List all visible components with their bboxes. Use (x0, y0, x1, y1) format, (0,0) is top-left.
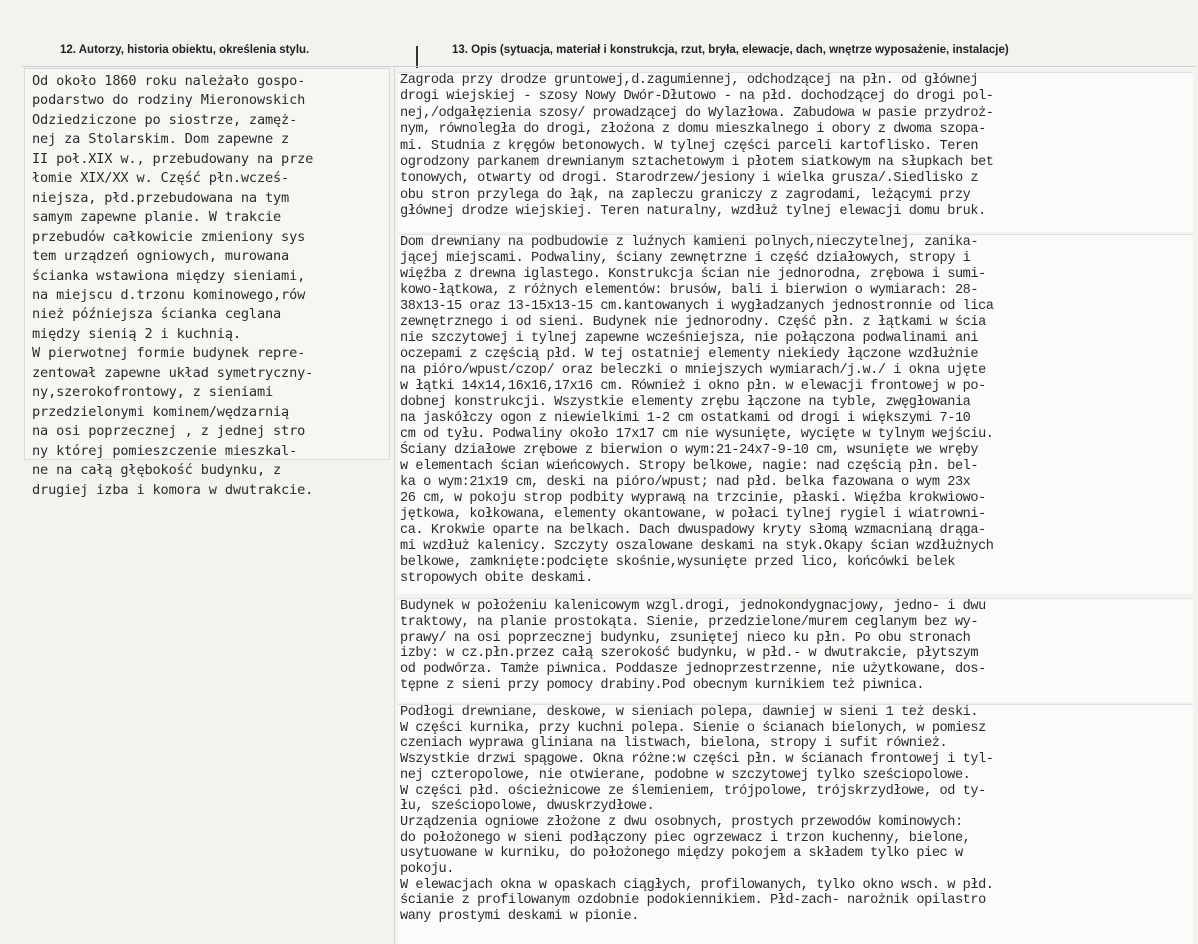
text-line: nym, równoległa do drogi, złożona z domu mieszkalnego i obory z dwoma szopa- (400, 122, 986, 138)
text-line: jętkowa, kołkowana, elementy okantowane, w połaci tylnej rygiel i wiatrowni- (400, 506, 986, 522)
paragraph-text (398, 235, 1193, 587)
text-line: oczepami z częścią płd. W tej ostatniej elementy niekiedy łączone wzdłużnie (400, 346, 979, 362)
text-line: kowo-łątkowa, z różnych elementów: brusów, bali i bierwion o wymiarach: 28- (400, 282, 979, 298)
history-text (32, 72, 392, 500)
text-line: Od około 1860 roku należało gospo- (32, 73, 306, 89)
text-line: mi. Studnia z kręgów betonowych. W tylnej części parceli kartoflisko. Teren (400, 138, 979, 154)
header-rule (22, 66, 1196, 67)
paragraph-text (398, 599, 1193, 694)
text-line: Urządzenia ogniowe złożone z dwu osobnych, prostych przewodów kominowych: (400, 814, 963, 830)
text-line: Podłogi drewniane, deskowe, w sieniach polepa, dawniej w sieni 1 też deski. (400, 705, 979, 720)
text-line: dobnej konstrukcji. Wszystkie elementy zrębu łączone na tyble, zwęgłowania (400, 394, 971, 410)
column-divider (394, 66, 395, 944)
text-line: nej za Stolarskim. Dom zapewne z (32, 131, 290, 148)
text-line: w elementach ścian wieńcowych. Stropy belkowe, nagie: nad częścią płn. bel- (400, 458, 979, 474)
text-line: W pierwotnej formie budynek repre- (32, 345, 306, 362)
text-line: W części kurnika, przy kuchni polepa. Sienie o ścianach bielonych, w pomiesz (400, 720, 986, 736)
text-line: tonowych, otwarty od drogi. Starodrzew/jesiony i wielka grusza/.Siedlisko z (400, 171, 979, 187)
text-line: pokoju. (400, 862, 454, 878)
text-line: na osi poprzecznej , z jednej stro (32, 423, 306, 440)
text-line: ny,szerokofrontowy, z sieniami (32, 384, 274, 401)
text-line: belkowe, zamknięte:podcięte skośnie,wysunięte przed lico, końcówki belek (400, 554, 955, 570)
text-line: usytuowane w kurniku, do położonego między pokojem a składem tylko piec w (400, 846, 963, 862)
section-13-header: 13. Opis (sytuacja, materiał i konstrukcja, rzut, bryła, elewacje, dach, wnętrze wyposażenie, instalacje) (452, 44, 1009, 56)
text-line: tem urządzeń ogniowych, murowana (32, 248, 290, 265)
section-12-header: 12. Autorzy, historia obiektu, określenia stylu. (60, 44, 310, 56)
description-paragraph-interior (398, 704, 1193, 944)
text-line: przebudów całkowicie zmieniony sys (32, 228, 306, 245)
text-line: 38x13-15 oraz 13-15x13-15 cm.kantowanych i wygładzanych jednostronnie od lica (400, 298, 994, 314)
text-line: nie szczytowej i tylnej zapewne wcześniejsza, nie połączona podwalinami ani (400, 330, 979, 346)
text-line: cm od tyłu. Podwaliny około 17x17 cm nie wysunięte, wycięte w tylnym wejściu. (400, 426, 994, 442)
text-line: obu stron przylega do łąk, na zapleczu graniczy z zagrodami, leżącymi przy (400, 187, 971, 203)
text-line: ścianie z profilowanym ozdobnie podokiennikiem. Płd-zach- narożnik opilastro (400, 893, 986, 909)
description-paragraph-site (398, 72, 1193, 232)
text-line: nej czteropolowe, nie otwierane, podobne w szczytowej tylko sześciopolowe. (400, 767, 971, 783)
text-line: czeniach wyprawa gliniana na listwach, bielona, stropy i sufit również. (400, 736, 948, 752)
text-line: na pióro/wpust/czop/ oraz beleczki o mniejszych wymiarach/j.w./ i okna ujęte (400, 362, 986, 378)
text-line: II poł.XIX w., przebudowany na prze (32, 150, 314, 167)
text-line: do położonego w sieni podłączony piec ogrzewacz i trzon kuchenny, bielone, (400, 830, 971, 846)
text-line: Wszystkie drzwi spągowe. Okna różne:w części płn. w ścianach frontowej i tyl- (400, 752, 994, 768)
text-line: między sienią 2 i kuchnią. (32, 325, 241, 342)
text-line: prawy/ na osi poprzecznej budynku, zsuniętej nieco ku płn. Po obu stronach (400, 630, 971, 646)
text-line: niejsza, płd.przebudowana na tym (32, 189, 290, 206)
text-line: nej,/odgałęzienia szosy/ prowadzącej do Wylazłowa. Zabudowa w pasie przydroż- (400, 105, 994, 121)
text-line: łu, sześciopolowe, dwuskrzydłowe. (400, 799, 655, 815)
text-line: ny której pomieszczenie mieszkal- (32, 442, 298, 459)
paragraph-text (398, 705, 1193, 925)
text-line: jącej miejscami. Podwaliny, ściany zewnętrzne i część działowych, stropy i (400, 250, 971, 266)
text-line: od podwórza. Tamże piwnica. Poddasze jednoprzestrzenne, nie użytkowane, dos- (400, 662, 986, 678)
text-line: Zagroda przy drodze gruntowej,d.zagumiennej, odchodzącej na płn. od głównej (400, 73, 979, 88)
paragraph-text (398, 73, 1193, 221)
text-line: na jaskółczy ogon z niewielkimi 1-2 cm ostatkami od drogi i większymi 7-10 (400, 410, 971, 426)
description-paragraph-layout (398, 598, 1193, 702)
text-line: nież późniejsza ścianka ceglana (32, 306, 282, 323)
text-line: W części płd. ościeżnicowe ze ślemieniem, trójpolowe, trójskrzydłowe, od ty- (400, 783, 986, 799)
text-line: ścianka wstawiona między sieniami, (32, 267, 306, 284)
text-line: ne na całą głębokość budynku, z (32, 462, 282, 479)
text-line: izby: w cz.płn.przez całą szerokość budynku, w płd.- w dwutrakcie, płytszym (400, 646, 979, 662)
text-line: Odziedziczone po siostrze, zamęż- (32, 111, 298, 128)
text-line: wany prostymi deskami w pionie. (400, 909, 639, 925)
text-line: traktowy, na planie prostokąta. Sienie, przedzielone/murem ceglanym bez wy- (400, 614, 979, 630)
text-line: zentował zapewne układ symetryczny- (32, 364, 314, 381)
text-line: ka o wym:21x19 cm, deski na pióro/wpust; nad płd. belka fazowana o wym 23x (400, 474, 971, 490)
text-line: Budynek w położeniu kalenicowym wzgl.drogi, jednokondygnacjowy, jedno- i dwu (400, 599, 986, 614)
text-line: przedzielonymi kominem/wędzarnią (32, 403, 290, 420)
text-line: W elewacjach okna w opaskach ciągłych, profilowanych, tylko okno wsch. w płd. (400, 877, 994, 893)
text-line: ca. Krokwie oparte na belkach. Dach dwuspadowy kryty słomą wzmacnianą drąga- (400, 522, 986, 538)
text-line: Ściany działowe zrębowe z bierwion o wym:21-24x7-9-10 cm, wsunięte we wręby (400, 442, 979, 458)
text-line: w łątki 14x14,16x16,17x16 cm. Również i okno płn. w elewacji frontowej w po- (400, 378, 986, 394)
text-line: mi wzdłuż kalenicy. Szczyty oszalowane deskami na styk.Okapy ścian wzdłużnych (400, 538, 994, 554)
text-line: głównej drodze wiejskiej. Teren naturalny, wzdłuż tylnej elewacji domu bruk. (400, 204, 986, 220)
text-line: drogi wiejskiej - szosy Nowy Dwór-Dłutowo - na płd. dochodzącej do drogi pol- (400, 89, 994, 105)
header-divider-mark (416, 46, 418, 68)
text-line: podarstwo do rodziny Mieronowskich (32, 92, 306, 109)
text-line: Dom drewniany na podbudowie z luźnych kamieni polnych,nieczytelnej, zanika- (400, 235, 979, 250)
text-line: stropowych obite deskami. (400, 570, 593, 586)
description-paragraph-construction (398, 234, 1193, 594)
text-line: na miejscu d.trzonu kominowego,rów (32, 286, 306, 303)
text-line: więźba z drewna iglastego. Konstrukcja ścian nie jednorodna, zrębowa i sumi- (400, 266, 986, 282)
text-line: zewnętrznego i od sieni. Budynek nie jednorodny. Część płn. z łątkami w ścia (400, 314, 986, 330)
text-line: ogrodzony parkanem drewnianym sztachetowym i płotem siatkowym na słupkach bet (400, 155, 994, 171)
text-line: tępne z sieni przy pomocy drabiny.Pod obecnym kurnikiem też piwnica. (400, 677, 925, 693)
text-line: 26 cm, w pokoju strop podbity wyprawą na trzcinie, płaski. Więźba krokwiowo- (400, 490, 986, 506)
text-line: łomie XIX/XX w. Część płn.wcześ- (32, 170, 290, 187)
text-line: samym zapewne planie. W trakcie (32, 209, 282, 226)
text-line: drugiej izba i komora w dwutrakcie. (32, 481, 314, 498)
